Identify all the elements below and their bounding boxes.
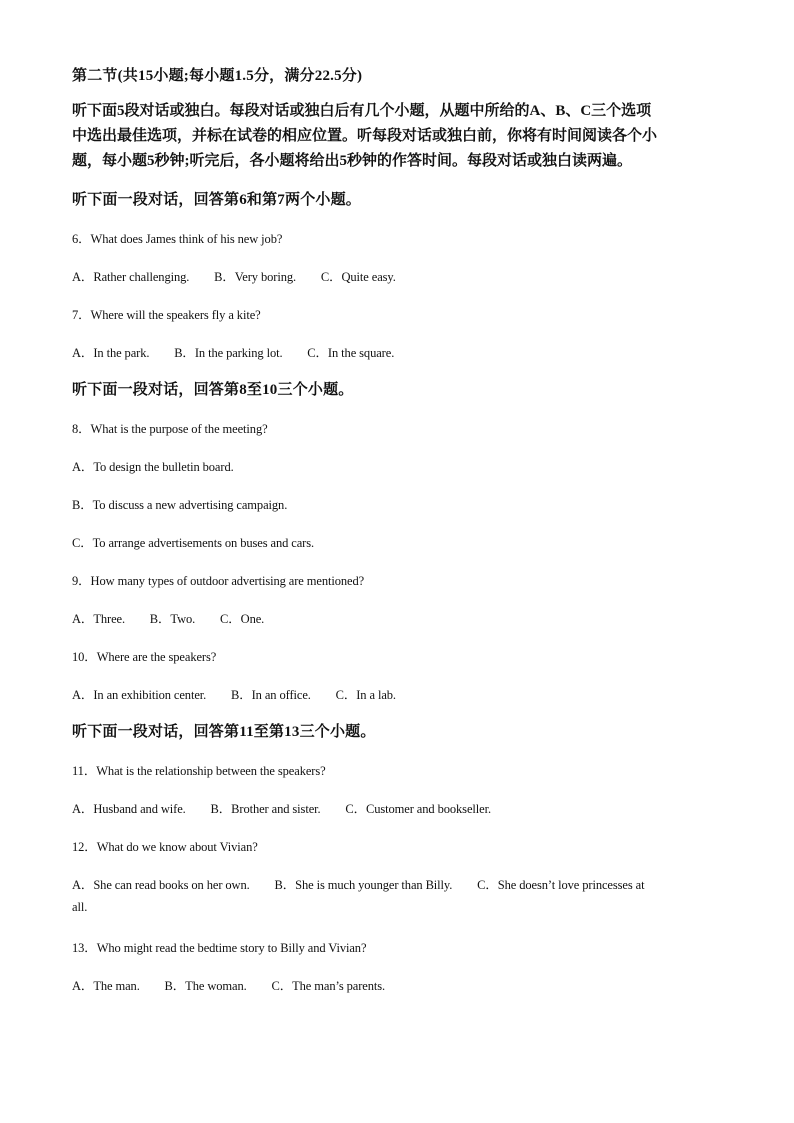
question-7-stem: 7．Where will the speakers fly a kite? — [72, 308, 261, 322]
question-13-stem: 13．Who might read the bedtime story to Billy and Vivian? — [72, 941, 367, 955]
question-12-options-continued: all. — [72, 900, 88, 914]
question-8-option-c: C．To arrange advertisements on buses and cars. — [72, 536, 315, 550]
question-8-option-a: A．To design the bulletin board. — [72, 460, 234, 474]
section-title: 第二节(共15小题;每小题1.5分，满分22.5分) — [72, 68, 363, 84]
question-8-option-b: B．To discuss a new advertising campaign. — [72, 498, 288, 512]
question-12-stem: 12．What do we know about Vivian? — [72, 840, 258, 854]
question-12-options: A．She can read books on her own. B．She is much younger than Billy. C．She doesn’t love princesses at — [72, 878, 645, 892]
question-11-stem: 11．What is the relationship between the speakers? — [72, 764, 326, 778]
question-11-options: A．Husband and wife. B．Brother and sister. C．Customer and bookseller. — [72, 802, 491, 816]
group-heading-1: 听下面一段对话，回答第6和第7两个小题。 — [72, 192, 362, 208]
question-8-stem: 8．What is the purpose of the meeting? — [72, 422, 268, 436]
question-7-options: A．In the park. B．In the parking lot. C．In the square. — [72, 346, 395, 360]
question-6-options: A．Rather challenging. B．Very boring. C．Quite easy. — [72, 270, 396, 284]
instructions-line: 听下面5段对话或独白。每段对话或独白后有几个小题，从题中所给的A、B、C三个选项 — [72, 103, 652, 119]
question-9-stem: 9．How many types of outdoor advertising are mentioned? — [72, 574, 365, 588]
instructions-paragraph — [72, 99, 732, 174]
question-10-stem: 10．Where are the speakers? — [72, 650, 217, 664]
question-6-stem: 6．What does James think of his new job? — [72, 232, 283, 246]
instructions-line: 中选出最佳选项，并标在试卷的相应位置。听每段对话或独白前，你将有时间阅读各个小 — [72, 128, 658, 144]
instructions-line: 题，每小题5秒钟;听完后，各小题将给出5秒钟的作答时间。每段对话或独白读两遍。 — [72, 153, 632, 169]
question-9-options: A．Three. B．Two. C．One. — [72, 612, 265, 626]
question-10-options: A．In an exhibition center. B．In an office. C．In a lab. — [72, 688, 396, 702]
question-13-options: A．The man. B．The woman. C．The man’s parents. — [72, 979, 386, 993]
group-heading-3: 听下面一段对话，回答第11至第13三个小题。 — [72, 724, 376, 740]
group-heading-2: 听下面一段对话，回答第8至10三个小题。 — [72, 382, 354, 398]
